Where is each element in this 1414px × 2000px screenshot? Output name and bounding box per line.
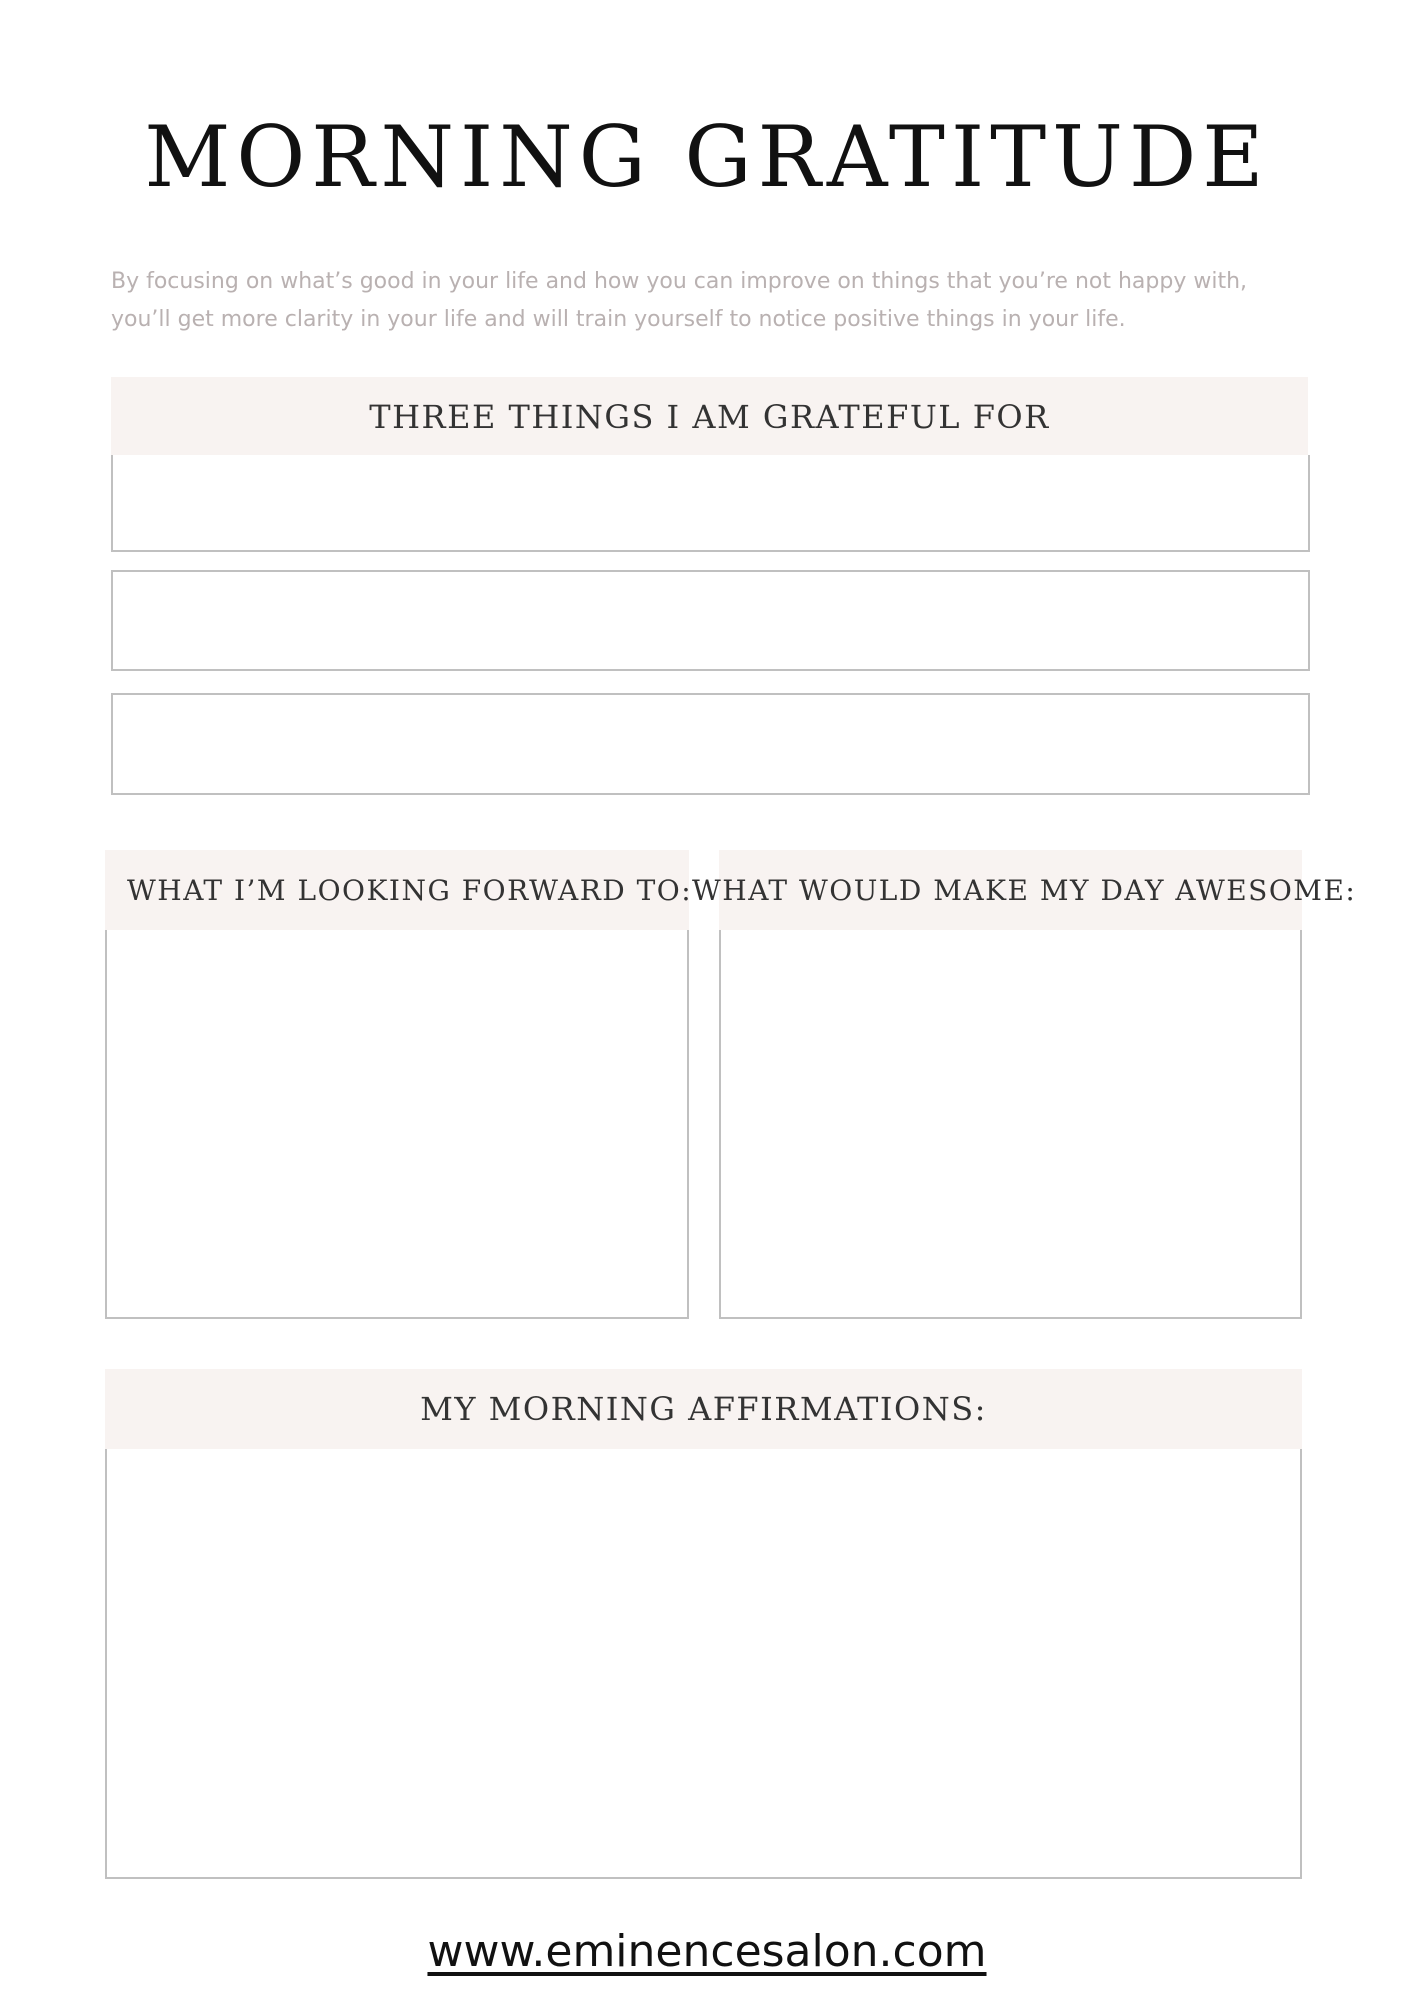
forward-heading-band — [105, 850, 693, 930]
awesome-heading-band — [692, 850, 1357, 930]
intro-text: By focusing on what’s good in your life and how you can improve on things that you’re not happy with, you’ll get more clarity in your life and will train yourself to notice positive things in your life. — [111, 269, 1248, 332]
grateful-heading-band — [111, 377, 1308, 457]
awesome-heading: WHAT WOULD MAKE MY DAY AWESOME: — [692, 873, 1357, 907]
grateful-heading: THREE THINGS I AM GRATEFUL FOR — [369, 398, 1050, 436]
forward-box[interactable] — [105, 930, 689, 1319]
awesome-box[interactable] — [719, 930, 1302, 1319]
grateful-entry-1[interactable] — [111, 455, 1310, 552]
page-title: MORNING GRATITUDE — [144, 108, 1270, 206]
forward-heading: WHAT I’M LOOKING FORWARD TO: — [127, 873, 693, 907]
affirmations-box[interactable] — [105, 1449, 1302, 1879]
grateful-entry-3[interactable] — [111, 693, 1310, 795]
affirmations-heading-band — [105, 1369, 1302, 1449]
grateful-entry-2[interactable] — [111, 570, 1310, 671]
affirmations-heading: MY MORNING AFFIRMATIONS: — [420, 1390, 987, 1428]
footer-website-link[interactable]: www.eminencesalon.com — [427, 1926, 987, 1977]
